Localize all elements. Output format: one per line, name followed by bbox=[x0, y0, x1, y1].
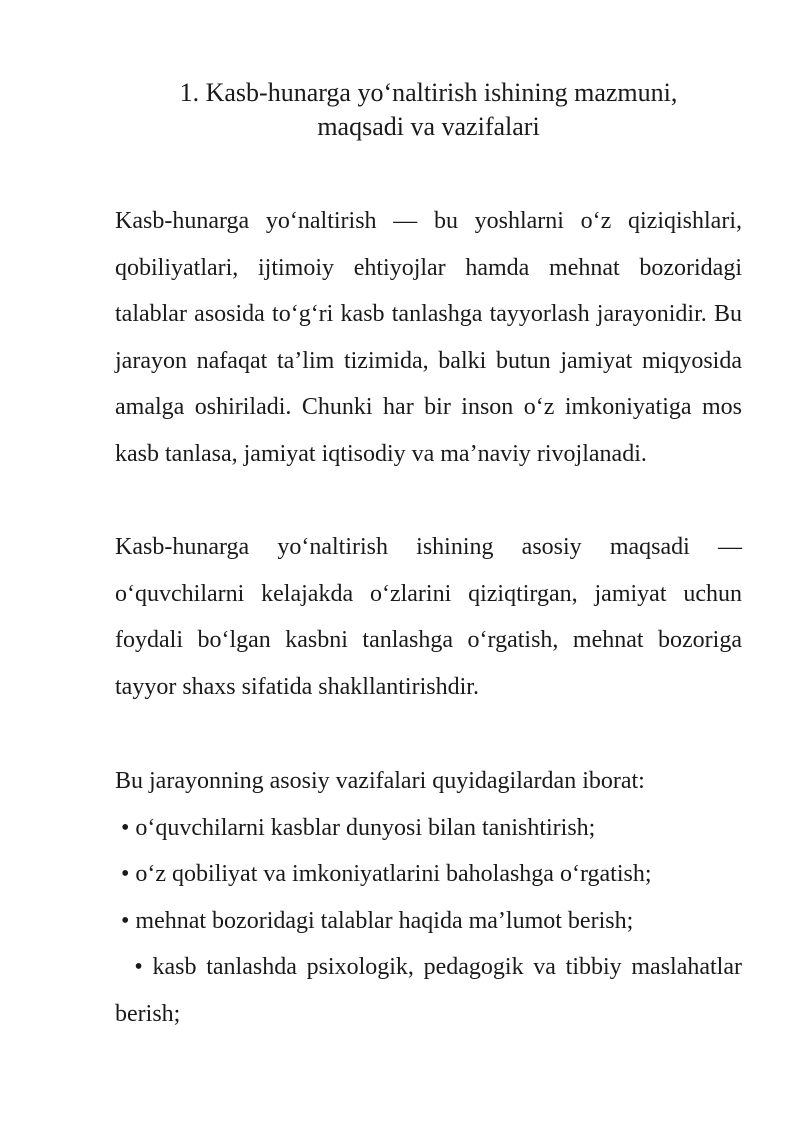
list-item: • o‘z qobiliyat va imkoniyatlarini baholashga o‘rgatish; bbox=[115, 861, 652, 887]
paragraph-goal: Kasb-hunarga yo‘naltirish ishining asosiy maqsadi — o‘quvchilarni kelajakda o‘zlarini qiziqtirgan, jamiyat uchun foydali bo‘lgan kasbni tanlashga o‘rgatish, mehnat bozoriga tayyor shaxs sifatida shakllantirishdir. bbox=[115, 534, 742, 700]
list-item: • mehnat bozoridagi talablar haqida ma’lumot berish; bbox=[115, 907, 634, 934]
document-title bbox=[115, 76, 742, 144]
title-line-2: maqsadi va vazifalari bbox=[317, 112, 540, 141]
title-line-1: 1. Kasb-hunarga yo‘naltirish ishining mazmuni, bbox=[179, 78, 678, 107]
list-item: • kasb tanlashda psixologik, pedagogik va tibbiy maslahatlar berish; bbox=[115, 954, 748, 1027]
document-page bbox=[115, 76, 748, 1037]
paragraph-tasks-intro: Bu jarayonning asosiy vazifalari quyidagilardan iborat: bbox=[115, 768, 645, 794]
tasks-list bbox=[115, 805, 748, 1038]
list-item: • o‘quvchilarni kasblar dunyosi bilan tanishtirish; bbox=[115, 814, 596, 841]
paragraph-definition: Kasb-hunarga yo‘naltirish — bu yoshlarni o‘z qiziqishlari, qobiliyatlari, ijtimoiy ehtiyojlar hamda mehnat bozoridagi talablar asosida to‘g‘ri kasb tanlashga tayyorlash jarayonidir. Bu jarayon nafaqat ta’lim tizimida, balki butun jamiyat miqyosida amalga oshiriladi. Chunki har bir inson o‘z imkoniyatiga mos kasb tanlasa, jamiyat iqtisodiy va ma’naviy rivojlanadi. bbox=[115, 208, 742, 467]
